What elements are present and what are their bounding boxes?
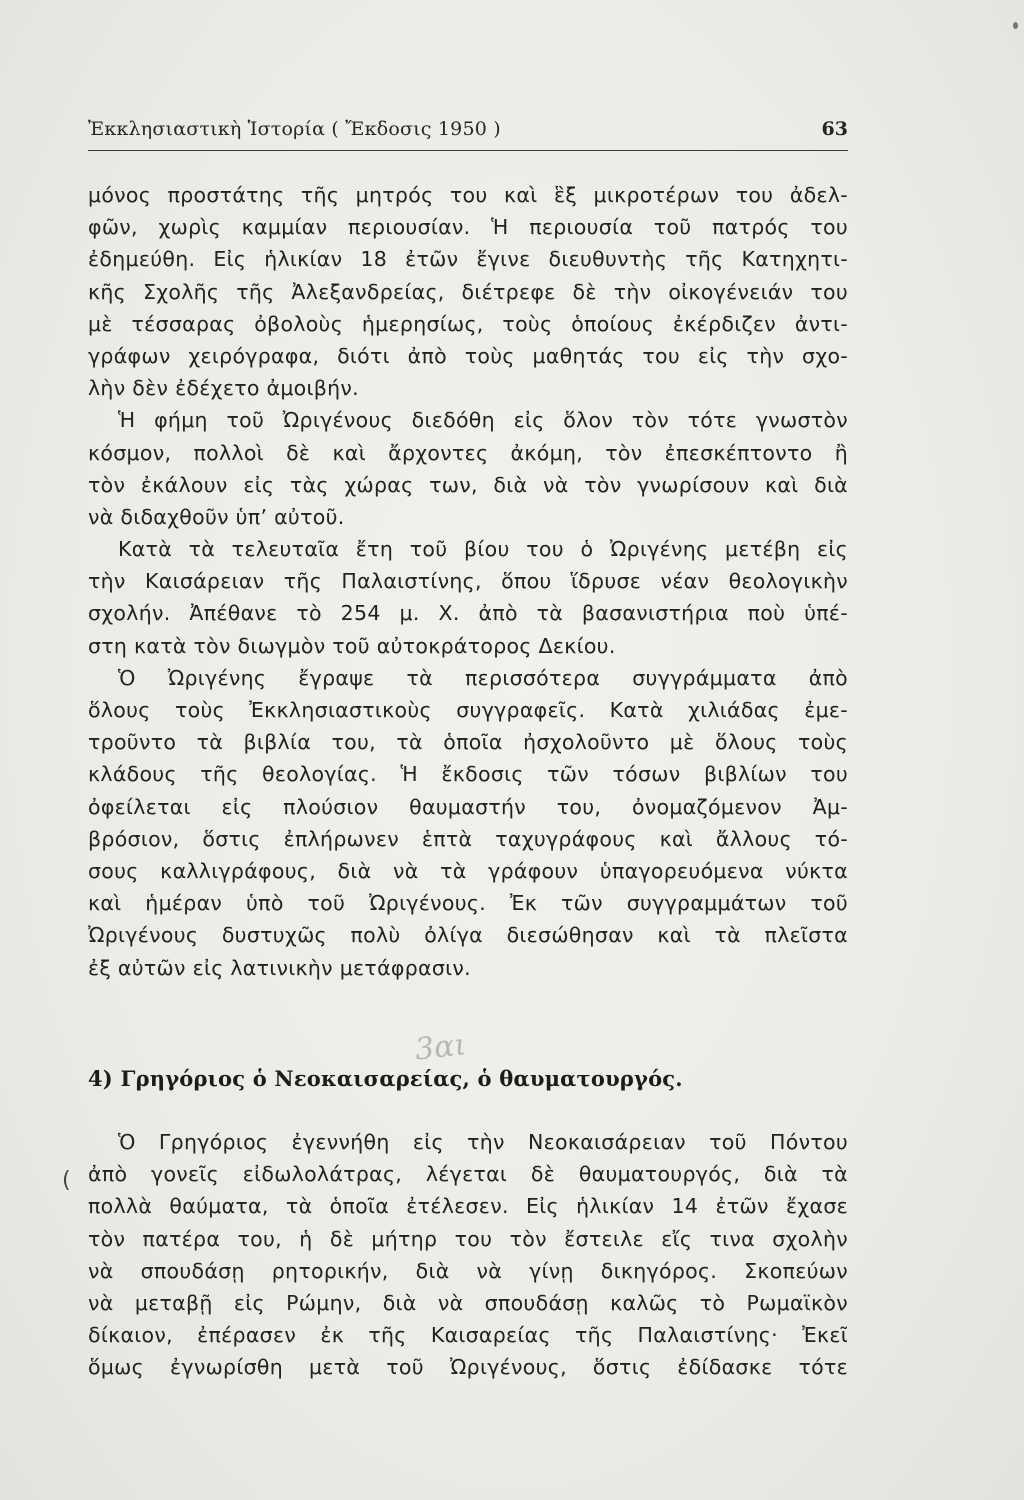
text-line: κλάδους τῆς θεολογίας. Ἡ ἔκδοσις τῶν τόσων βιβλίων του <box>88 762 848 787</box>
text-line: μὲ τέσσαρας ὀβολοὺς ἡμερησίως, τοὺς ὁποίους ἐκέρδιζεν ἀντι- <box>88 311 848 336</box>
text-line: γράφων χειρόγραφα, διότι ἀπὸ τοὺς μαθητάς του εἰς τὴν σχο- <box>88 343 848 368</box>
text-line: κόσμον, πολλοὶ δὲ καὶ ἄρχοντες ἀκόμη, τὸν ἐπεσκέπτοντο ἢ <box>88 440 848 465</box>
text-line: τὸν ἐκάλουν εἰς τὰς χώρας των, διὰ νὰ τὸν γνωρίσουν καὶ διὰ <box>88 472 848 497</box>
header-title: Ἐκκλησιαστικὴ Ἱστορία ( Ἔκδοσις 1950 ) <box>88 118 501 140</box>
scan-speck <box>1013 22 1018 29</box>
text-line: δίκαιον, ἐπέρασεν ἐκ τῆς Καισαρείας τῆς Παλαιστίνης· Ἐκεῖ <box>88 1323 848 1348</box>
text-line: σχολήν. Ἀπέθανε τὸ 254 μ. Χ. ἀπὸ τὰ βασανιστήρια ποὺ ὑπέ- <box>88 601 848 626</box>
body-text-section <box>88 1126 848 1384</box>
text-line: ἀπὸ γονεῖς εἰδωλολάτρας, λέγεται δὲ θαυματουργός, διὰ τὰ <box>88 1162 848 1187</box>
text-line: βρόσιον, ὅστις ἐπλήρωνεν ἑπτὰ ταχυγράφους καὶ ἄλλους τό- <box>88 826 848 851</box>
text-line: Κατὰ τὰ τελευταῖα ἔτη τοῦ βίου του ὁ Ὠριγένης μετέβη εἰς <box>118 537 848 562</box>
text-line: Ὁ Γρηγόριος ἐγεννήθη εἰς τὴν Νεοκαισάρειαν τοῦ Πόντου <box>118 1130 848 1154</box>
text-line: στη κατὰ τὸν διωγμὸν τοῦ αὐτοκράτορος Δεκίου. <box>88 633 616 658</box>
margin-bracket-mark: ( <box>62 1168 71 1193</box>
text-line: τὸν πατέρα του, ἡ δὲ μήτηρ του τὸν ἔστειλε εἴς τινα σχολὴν <box>88 1226 848 1251</box>
text-line: τροῦντο τὰ βιβλία του, τὰ ὁποῖα ἠσχολοῦντο μὲ ὅλους τοὺς <box>88 730 848 755</box>
text-line: σους καλλιγράφους, διὰ νὰ τὰ γράφουν ὑπαγορευόμενα νύκτα <box>88 858 848 883</box>
section-heading: 4) Γρηγόριος ὁ Νεοκαισαρείας, ὁ θαυματουργός. <box>88 1066 683 1091</box>
text-line: κῆς Σχολῆς τῆς Ἀλεξανδρείας, διέτρεφε δὲ τὴν οἰκογένειάν του <box>88 279 848 304</box>
text-line: ὅμως ἐγνωρίσθη μετὰ τοῦ Ὠριγένους, ὅστις ἐδίδασκε τότε <box>88 1355 848 1380</box>
handwritten-note: 3αι <box>413 1027 468 1068</box>
body-text-top <box>88 179 848 984</box>
text-line: νὰ σπουδάσῃ ρητορικήν, διὰ νὰ γίνῃ δικηγόρος. Σκοπεύων <box>88 1258 848 1283</box>
text-line: ὀφείλεται εἰς πλούσιον θαυμαστήν του, ὀνομαζόμενον Ἀμ- <box>88 794 848 819</box>
text-line: ἐδημεύθη. Εἰς ἡλικίαν 18 ἐτῶν ἔγινε διευθυντὴς τῆς Κατηχητι- <box>88 247 848 272</box>
text-line: τὴν Καισάρειαν τῆς Παλαιστίνης, ὅπου ἵδρυσε νέαν θεολογικὴν <box>88 569 848 594</box>
text-line: ὅλους τοὺς Ἐκκλησιαστικοὺς συγγραφεῖς. Κατὰ χιλιάδας ἐμε- <box>88 698 848 722</box>
text-line: μόνος προστάτης τῆς μητρός του καὶ ἓξ μικροτέρων του ἀδελ- <box>88 183 848 207</box>
text-line: Ὠριγένους δυστυχῶς πολὺ ὀλίγα διεσώθησαν καὶ τὰ πλεῖστα <box>88 923 848 948</box>
text-line: νὰ διδαχθοῦν ὑπ’ αὐτοῦ. <box>88 504 345 529</box>
text-line: Ἡ φήμη τοῦ Ὠριγένους διεδόθη εἰς ὅλον τὸν τότε γνωστὸν <box>118 408 848 433</box>
text-line: ἐξ αὐτῶν εἰς λατινικὴν μετάφρασιν. <box>88 955 471 980</box>
text-line: νὰ μεταβῇ εἰς Ρώμην, διὰ νὰ σπουδάσῃ καλῶς τὸ Ρωμαϊκὸν <box>88 1290 848 1315</box>
text-line: πολλὰ θαύματα, τὰ ὁποῖα ἐτέλεσεν. Εἰς ἡλικίαν 14 ἐτῶν ἔχασε <box>88 1194 848 1219</box>
text-line: λὴν δὲν ἐδέχετο ἀμοιβήν. <box>88 376 359 401</box>
running-header <box>88 118 848 154</box>
page-number: 63 <box>821 118 848 140</box>
text-line: Ὁ Ὠριγένης ἔγραψε τὰ περισσότερα συγγράμματα ἀπὸ <box>118 665 848 690</box>
text-line: καὶ ἡμέραν ὑπὸ τοῦ Ὠριγένους. Ἐκ τῶν συγγραμμάτων τοῦ <box>88 891 848 916</box>
header-rule <box>88 150 848 151</box>
text-line: φῶν, χωρὶς καμμίαν περιουσίαν. Ἡ περιουσία τοῦ πατρός του <box>88 215 848 240</box>
